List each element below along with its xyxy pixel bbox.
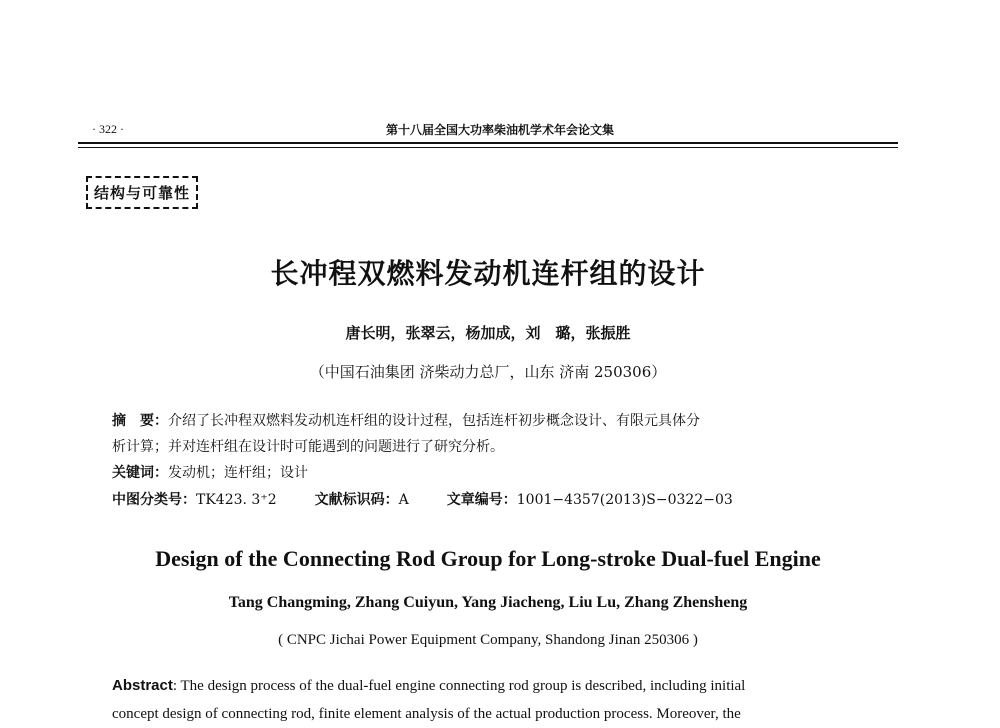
english-abstract — [112, 672, 882, 728]
english-affiliation: ( CNPC Jichai Power Equipment Company, Shandong Jinan 250306 ) — [278, 632, 698, 648]
header-rule-thin — [78, 147, 898, 148]
english-title: Design of the Connecting Rod Group for Long-stroke Dual-fuel Engine — [155, 546, 821, 571]
page-number: · 322 · — [92, 122, 124, 136]
doc-code-label: 文献标识码： — [314, 492, 399, 508]
article-no-label: 文章编号： — [446, 492, 517, 508]
chinese-abstract-line — [112, 408, 882, 434]
chinese-abstract-line — [112, 434, 882, 460]
clc-label: 中图分类号： — [112, 492, 196, 508]
keywords-line — [112, 460, 882, 486]
english-abstract-text-2: concept design of connecting rod, finite element analysis of the actual production process. Moreover, the — [112, 706, 741, 722]
running-header: 第十八届全国大功率柴油机学术年会论文集 — [385, 123, 614, 137]
english-abstract-label: Abstract — [112, 677, 173, 694]
classification-line — [112, 489, 733, 509]
section-tag: 结构与可靠性 — [86, 176, 198, 209]
keywords-text: 发动机；连杆组；设计 — [168, 465, 308, 481]
abstract-text-2: 析计算；并对连杆组在设计时可能遇到的问题进行了研究分析。 — [112, 439, 504, 455]
english-authors: Tang Changming, Zhang Cuiyun, Yang Jiacheng, Liu Lu, Zhang Zhensheng — [228, 594, 748, 611]
keywords-label: 关键词： — [112, 465, 168, 481]
english-abstract-line — [112, 700, 882, 728]
chinese-title: 长冲程双燃料发动机连杆组的设计 — [270, 257, 706, 290]
chinese-abstract — [112, 408, 882, 486]
abstract-text-1: 介绍了长冲程双燃料发动机连杆组的设计过程，包括连杆初步概念设计、有限元具体分 — [168, 413, 700, 429]
chinese-affiliation: （中国石油集团 济柴动力总厂，山东 济南 250306） — [309, 363, 667, 381]
doc-code-value: A — [398, 492, 409, 508]
english-abstract-line — [112, 672, 882, 700]
clc-value: TK423. 3⁺2 — [196, 492, 277, 508]
abstract-label: 摘 要： — [112, 413, 168, 429]
article-no-value: 1001−4357(2013)S−0322−03 — [516, 492, 733, 508]
english-abstract-text-1: : The design process of the dual-fuel engine connecting rod group is described, including initial — [172, 678, 746, 694]
chinese-authors: 唐长明，张翠云，杨加成，刘 璐，张振胜 — [345, 324, 631, 342]
header-rule-thick — [78, 142, 898, 144]
